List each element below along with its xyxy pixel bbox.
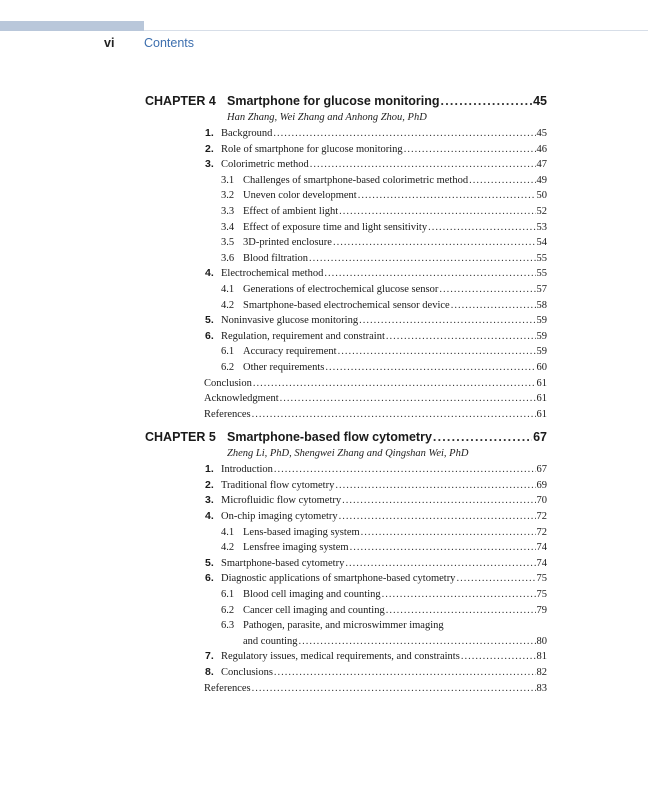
chapter-block	[145, 428, 547, 696]
entry-page: 75	[536, 573, 547, 585]
dot-leader	[310, 157, 536, 173]
table-of-contents	[145, 92, 547, 696]
entry-number: 3.5	[221, 237, 235, 249]
toc-entry[interactable]	[145, 344, 547, 360]
entry-title: Traditional flow cytometry	[221, 479, 335, 491]
toc-entry[interactable]	[145, 204, 547, 220]
dot-leader	[439, 282, 535, 298]
entry-page: 45	[536, 128, 547, 139]
dot-leader	[252, 681, 536, 697]
entry-number: 3.	[205, 158, 214, 171]
entry-page: 80	[536, 635, 547, 647]
entry-number: 2.	[205, 142, 214, 155]
section-title: Contents	[144, 36, 195, 50]
toc-entry[interactable]	[145, 407, 547, 423]
entry-title: Introduction	[221, 464, 273, 476]
entry-page: 49	[536, 174, 547, 186]
entry-title: Conclusion	[204, 377, 252, 389]
entry-number: 4.2	[221, 299, 235, 311]
chapter-page: 67	[533, 430, 547, 445]
toc-entry[interactable]	[145, 157, 547, 173]
entry-page: 74	[536, 542, 547, 554]
entry-number: 6.2	[221, 361, 235, 373]
dot-leader	[428, 220, 535, 236]
toc-entry[interactable]	[145, 587, 547, 603]
entry-number: 3.2	[221, 190, 235, 202]
entry-title: Smartphone-based electrochemical sensor device	[243, 299, 450, 311]
dot-leader	[358, 188, 536, 204]
entry-number: 3.3	[221, 205, 235, 217]
entry-number: 6.	[205, 329, 214, 342]
chapter-title-line	[227, 94, 547, 108]
dot-leader	[274, 462, 536, 478]
entry-page: 70	[536, 495, 547, 507]
entry-title: Background	[221, 128, 273, 139]
entry-page: 83	[536, 682, 547, 694]
chapter-authors: Zheng Li, PhD, Shengwei Zhang and Qingshan Wei, PhD	[227, 448, 469, 460]
entry-number: 2.	[205, 478, 214, 491]
dot-leader	[338, 344, 536, 360]
toc-entry[interactable]	[145, 493, 547, 509]
toc-entry[interactable]	[145, 360, 547, 376]
entry-page: 69	[536, 479, 547, 491]
chapter-page: 45	[533, 94, 547, 108]
entry-page: 60	[536, 361, 547, 373]
entry-number: 3.6	[221, 252, 235, 264]
toc-entry[interactable]	[145, 540, 547, 556]
entry-title: Regulation, requirement and constraint	[221, 330, 385, 342]
entry-number: 4.1	[221, 526, 235, 538]
entry-number: 6.	[205, 572, 214, 585]
entry-number: 6.1	[221, 346, 235, 358]
entry-title: Uneven color development	[243, 190, 357, 202]
toc-entry[interactable]	[145, 298, 547, 314]
toc-entry[interactable]	[145, 665, 547, 681]
entry-page: 55	[536, 268, 547, 280]
entry-title: Role of smartphone for glucose monitoring	[221, 143, 403, 155]
dot-leader	[335, 478, 535, 494]
header-rule	[144, 30, 648, 31]
entry-page: 72	[536, 526, 547, 538]
dot-leader	[461, 649, 536, 665]
toc-entry[interactable]	[145, 126, 547, 142]
dot-leader	[333, 235, 536, 251]
entry-page: 58	[536, 299, 547, 311]
entry-page: 75	[536, 589, 547, 601]
entry-title: Regulatory issues, medical requirements, and constraints	[221, 651, 460, 663]
entry-title: Conclusions	[221, 667, 273, 678]
entry-title: Pathogen, parasite, and microswimmer imaging	[243, 620, 444, 632]
chapter-title: Smartphone for glucose monitoring	[227, 94, 440, 108]
toc-entry[interactable]	[145, 251, 547, 267]
dot-leader	[342, 493, 535, 509]
entry-title: References	[204, 408, 251, 420]
toc-entry[interactable]	[145, 509, 547, 525]
entry-number: 5.	[205, 556, 214, 569]
entry-number: 1.	[205, 463, 214, 476]
entry-page: 67	[536, 464, 547, 476]
entry-page: 59	[536, 346, 547, 358]
toc-entry[interactable]	[145, 282, 547, 298]
entry-title: Accuracy requirement	[243, 346, 337, 358]
entry-page: 82	[536, 667, 547, 678]
entry-number: 6.2	[221, 604, 235, 616]
entry-page: 79	[536, 604, 547, 616]
dot-leader	[324, 266, 535, 282]
entry-number: 4.	[205, 510, 214, 523]
entry-title: Microfluidic flow cytometry	[221, 495, 342, 507]
entry-title: On-chip imaging cytometry	[221, 511, 338, 523]
dot-leader	[361, 525, 536, 541]
toc-entry[interactable]	[145, 649, 547, 665]
entry-number: 5.	[205, 314, 214, 327]
toc-entry[interactable]	[145, 603, 547, 619]
entry-page: 72	[536, 511, 547, 523]
entry-page: 61	[536, 408, 547, 420]
dot-leader	[456, 571, 535, 587]
toc-entry[interactable]	[145, 681, 547, 697]
entry-title: 3D-printed enclosure	[243, 237, 332, 249]
toc-entry-continuation[interactable]	[145, 634, 547, 650]
entry-title: Blood filtration	[243, 252, 309, 264]
toc-entry[interactable]	[145, 556, 547, 572]
entry-page: 61	[536, 393, 547, 405]
entry-number: 4.	[205, 267, 214, 280]
entry-title: Acknowledgment	[204, 393, 279, 405]
entry-title: Noninvasive glucose monitoring	[221, 315, 359, 327]
toc-entry[interactable]	[145, 220, 547, 236]
entry-page: 50	[536, 190, 547, 202]
entry-page: 55	[536, 252, 547, 264]
entry-title: Other requirements	[243, 361, 325, 373]
dot-leader	[386, 603, 536, 619]
entry-number: 4.2	[221, 542, 235, 554]
toc-entry[interactable]	[145, 313, 547, 329]
entry-title: Effect of ambient light	[243, 205, 339, 217]
entry-page: 61	[536, 377, 547, 389]
chapter-block	[145, 92, 547, 422]
toc-entry[interactable]	[145, 266, 547, 282]
chapter-heading[interactable]	[145, 92, 547, 110]
entry-number: 6.3	[221, 620, 235, 632]
entry-number: 8.	[205, 666, 214, 678]
toc-entry[interactable]	[145, 142, 547, 158]
dot-leader	[309, 251, 535, 267]
dot-leader	[252, 407, 536, 423]
entry-title: Electrochemical method	[221, 268, 324, 280]
entry-page: 57	[536, 283, 547, 295]
entry-number: 3.4	[221, 221, 235, 233]
entry-number: 1.	[205, 127, 214, 139]
chapter-title: Smartphone-based flow cytometry	[227, 430, 432, 445]
toc-entry[interactable]	[145, 173, 547, 189]
running-head	[104, 36, 194, 52]
toc-entry[interactable]	[145, 525, 547, 541]
dot-leader	[339, 509, 536, 525]
entry-title: References	[204, 682, 251, 694]
toc-entry[interactable]	[145, 329, 547, 345]
entry-page: 54	[536, 237, 547, 249]
entry-title: Colorimetric method	[221, 159, 309, 171]
dot-leader	[274, 665, 536, 681]
dot-leader	[345, 556, 535, 572]
dot-leader	[325, 360, 535, 376]
entry-number: 7.	[205, 650, 214, 663]
dot-leader	[280, 391, 536, 407]
toc-entry[interactable]	[145, 618, 547, 634]
dot-leader	[451, 298, 536, 314]
dot-leader	[359, 313, 535, 329]
entry-page: 53	[536, 221, 547, 233]
entry-number: 6.1	[221, 589, 235, 601]
dot-leader	[441, 94, 533, 108]
entry-title: Effect of exposure time and light sensitivity	[243, 221, 428, 233]
entry-page: 59	[536, 330, 547, 342]
dot-leader	[299, 634, 536, 650]
entry-title: Lens-based imaging system	[243, 526, 360, 538]
dot-leader	[386, 329, 536, 345]
entry-title: Blood cell imaging and counting	[243, 589, 381, 601]
dot-leader	[469, 173, 535, 189]
chapter-title-line	[227, 430, 547, 444]
header-accent-bar	[0, 21, 144, 31]
entry-page: 81	[536, 651, 547, 663]
toc-entry[interactable]	[145, 478, 547, 494]
entry-title: Diagnostic applications of smartphone-based cytometry	[221, 573, 456, 585]
entry-title: Smartphone-based cytometry	[221, 557, 345, 569]
entry-title: Generations of electrochemical glucose sensor	[243, 283, 439, 295]
dot-leader	[273, 126, 535, 142]
dot-leader	[253, 376, 536, 392]
toc-entry[interactable]	[145, 188, 547, 204]
entry-page: 52	[536, 205, 547, 217]
dot-leader	[382, 587, 536, 603]
dot-leader	[339, 204, 535, 220]
chapter-label: CHAPTER 4	[145, 94, 216, 108]
entry-title-continuation: and counting	[243, 635, 298, 647]
toc-entry[interactable]	[145, 571, 547, 587]
toc-entry[interactable]	[145, 462, 547, 478]
entry-number: 3.	[205, 494, 214, 507]
entry-title: Lensfree imaging system	[243, 542, 349, 554]
entry-number: 4.1	[221, 283, 235, 295]
dot-leader	[350, 540, 536, 556]
chapter-label: CHAPTER 5	[145, 430, 216, 445]
toc-entry[interactable]	[145, 235, 547, 251]
entry-page: 47	[536, 159, 547, 171]
toc-entry[interactable]	[145, 391, 547, 407]
chapter-heading[interactable]	[145, 428, 547, 446]
entry-title: Cancer cell imaging and counting	[243, 604, 385, 616]
entry-page: 46	[536, 143, 547, 155]
entry-page: 59	[536, 315, 547, 327]
page-number: vi	[104, 36, 115, 50]
toc-entry[interactable]	[145, 376, 547, 392]
entry-number: 3.1	[221, 174, 235, 186]
chapter-authors: Han Zhang, Wei Zhang and Anhong Zhou, PhD	[227, 112, 427, 123]
entry-title: Challenges of smartphone-based colorimetric method	[243, 174, 469, 186]
dot-leader	[404, 142, 536, 158]
entry-page: 74	[536, 557, 547, 569]
dot-leader	[433, 430, 532, 444]
